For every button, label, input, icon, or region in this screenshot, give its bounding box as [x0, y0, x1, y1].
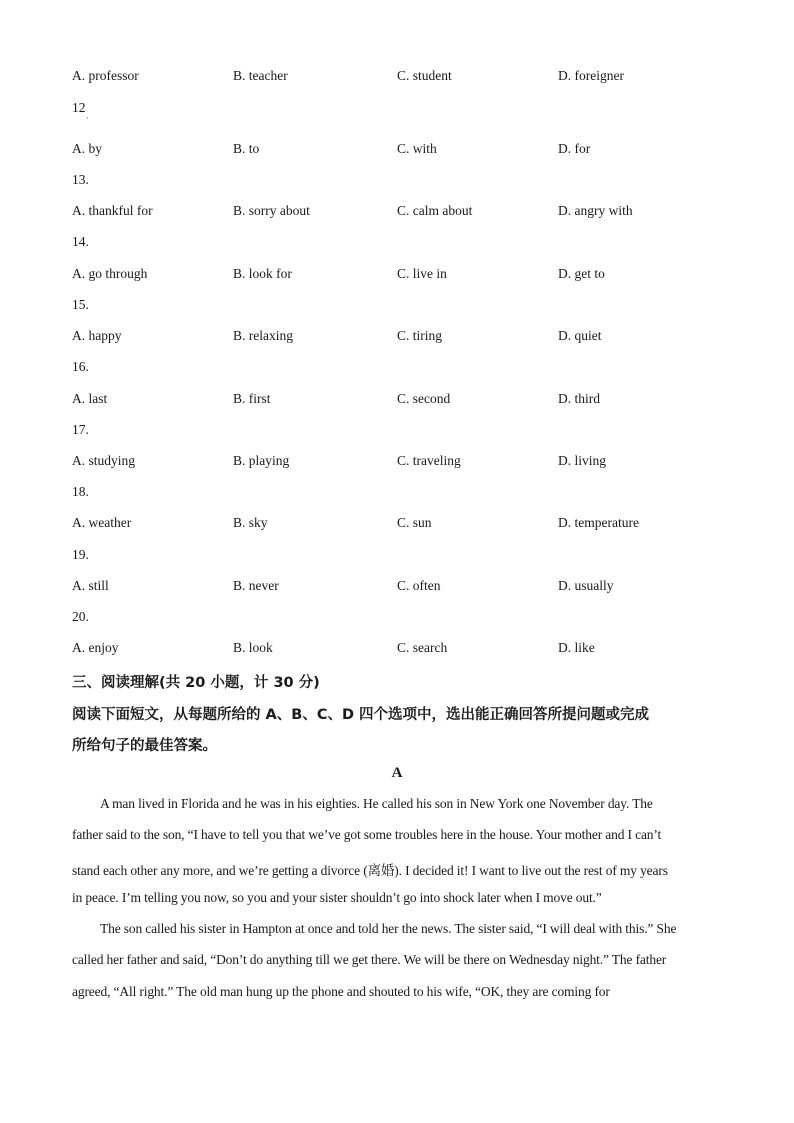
passage-title: A: [391, 765, 403, 781]
question-19-options: [72, 578, 732, 596]
option-a: A. last: [72, 391, 108, 406]
option-b: B. playing: [233, 453, 290, 468]
option-d: D. for: [558, 141, 591, 156]
question-17-options: [72, 453, 732, 471]
question-14-options: [72, 266, 732, 284]
option-c: C. calm about: [397, 203, 473, 218]
option-b: B. sorry about: [233, 203, 310, 218]
question-20-options: [72, 640, 732, 658]
option-b: B. sky: [233, 515, 268, 530]
passage-line: The son called his sister in Hampton at once and told her the news. The sister said, “I will deal with this.” She: [100, 921, 677, 936]
option-a: A. happy: [72, 328, 122, 343]
option-a: A. weather: [72, 515, 132, 530]
option-a: A. by: [72, 141, 102, 156]
option-d: D. foreigner: [558, 68, 624, 83]
option-c: C. student: [397, 68, 452, 83]
option-c: C. tiring: [397, 328, 443, 343]
option-b: B. look: [233, 640, 273, 655]
passage-line: in peace. I’m telling you now, so you and your sister shouldn’t go into shock later when I move out.”: [72, 890, 602, 905]
option-c: C. search: [397, 640, 448, 655]
question-16-options: [72, 391, 732, 409]
question-12-mark: ·: [86, 114, 89, 123]
option-d: D. living: [558, 453, 607, 468]
option-c: C. second: [397, 391, 451, 406]
question-number: 17.: [72, 422, 89, 437]
question-12-options: [72, 141, 732, 159]
option-a: A. enjoy: [72, 640, 119, 655]
section-instruction-line-2: 所给句子的最佳答案。: [72, 738, 217, 754]
passage-line: father said to the son, “I have to tell you that we’ve got some troubles here in the house. Your mother and I can’t: [72, 827, 662, 842]
question-number: 15.: [72, 297, 89, 312]
option-a: A. professor: [72, 68, 139, 83]
option-d: D. temperature: [558, 515, 639, 530]
question-number: 19.: [72, 547, 89, 562]
option-d: D. quiet: [558, 328, 602, 343]
option-d: D. angry with: [558, 203, 633, 218]
section-instruction-line-1: 阅读下面短文，从每题所给的 A、B、C、D 四个选项中，选出能正确回答所提问题或完成: [72, 707, 650, 723]
question-number: 16.: [72, 359, 89, 374]
option-b: B. relaxing: [233, 328, 293, 343]
option-a: A. thankful for: [72, 203, 153, 218]
option-d: D. usually: [558, 578, 614, 593]
question-number: 20.: [72, 609, 89, 624]
passage-line: called her father and said, “Don’t do anything till we get there. We will be there on Wednesday night.” The father: [72, 952, 667, 967]
question-11-options: [72, 68, 732, 86]
option-c: C. often: [397, 578, 441, 593]
option-c: C. sun: [397, 515, 432, 530]
option-b: B. look for: [233, 266, 292, 281]
option-b: B. teacher: [233, 68, 288, 83]
option-a: A. go through: [72, 266, 148, 281]
question-15-options: [72, 328, 732, 346]
question-13-options: [72, 203, 732, 221]
passage-line: stand each other any more, and we’re getting a divorce (离婚). I decided it! I want to live out the rest of my years: [72, 863, 668, 878]
question-number: 13.: [72, 172, 89, 187]
option-b: B. to: [233, 141, 260, 156]
question-18-options: [72, 515, 732, 533]
passage-line: A man lived in Florida and he was in his eighties. He called his son in New York one November day. The: [100, 796, 653, 811]
option-a: A. still: [72, 578, 109, 593]
option-c: C. traveling: [397, 453, 461, 468]
passage-line: agreed, “All right.” The old man hung up the phone and shouted to his wife, “OK, they are coming for: [72, 984, 610, 999]
option-b: B. never: [233, 578, 279, 593]
question-number: 18.: [72, 484, 89, 499]
option-a: A. studying: [72, 453, 136, 468]
section-heading: 三、阅读理解(共 20 小题，计 30 分): [72, 675, 320, 691]
option-b: B. first: [233, 391, 271, 406]
option-d: D. get to: [558, 266, 605, 281]
option-c: C. live in: [397, 266, 447, 281]
option-d: D. like: [558, 640, 595, 655]
option-d: D. third: [558, 391, 600, 406]
question-number: 14.: [72, 234, 89, 249]
option-c: C. with: [397, 141, 437, 156]
question-number: 12: [72, 100, 86, 115]
